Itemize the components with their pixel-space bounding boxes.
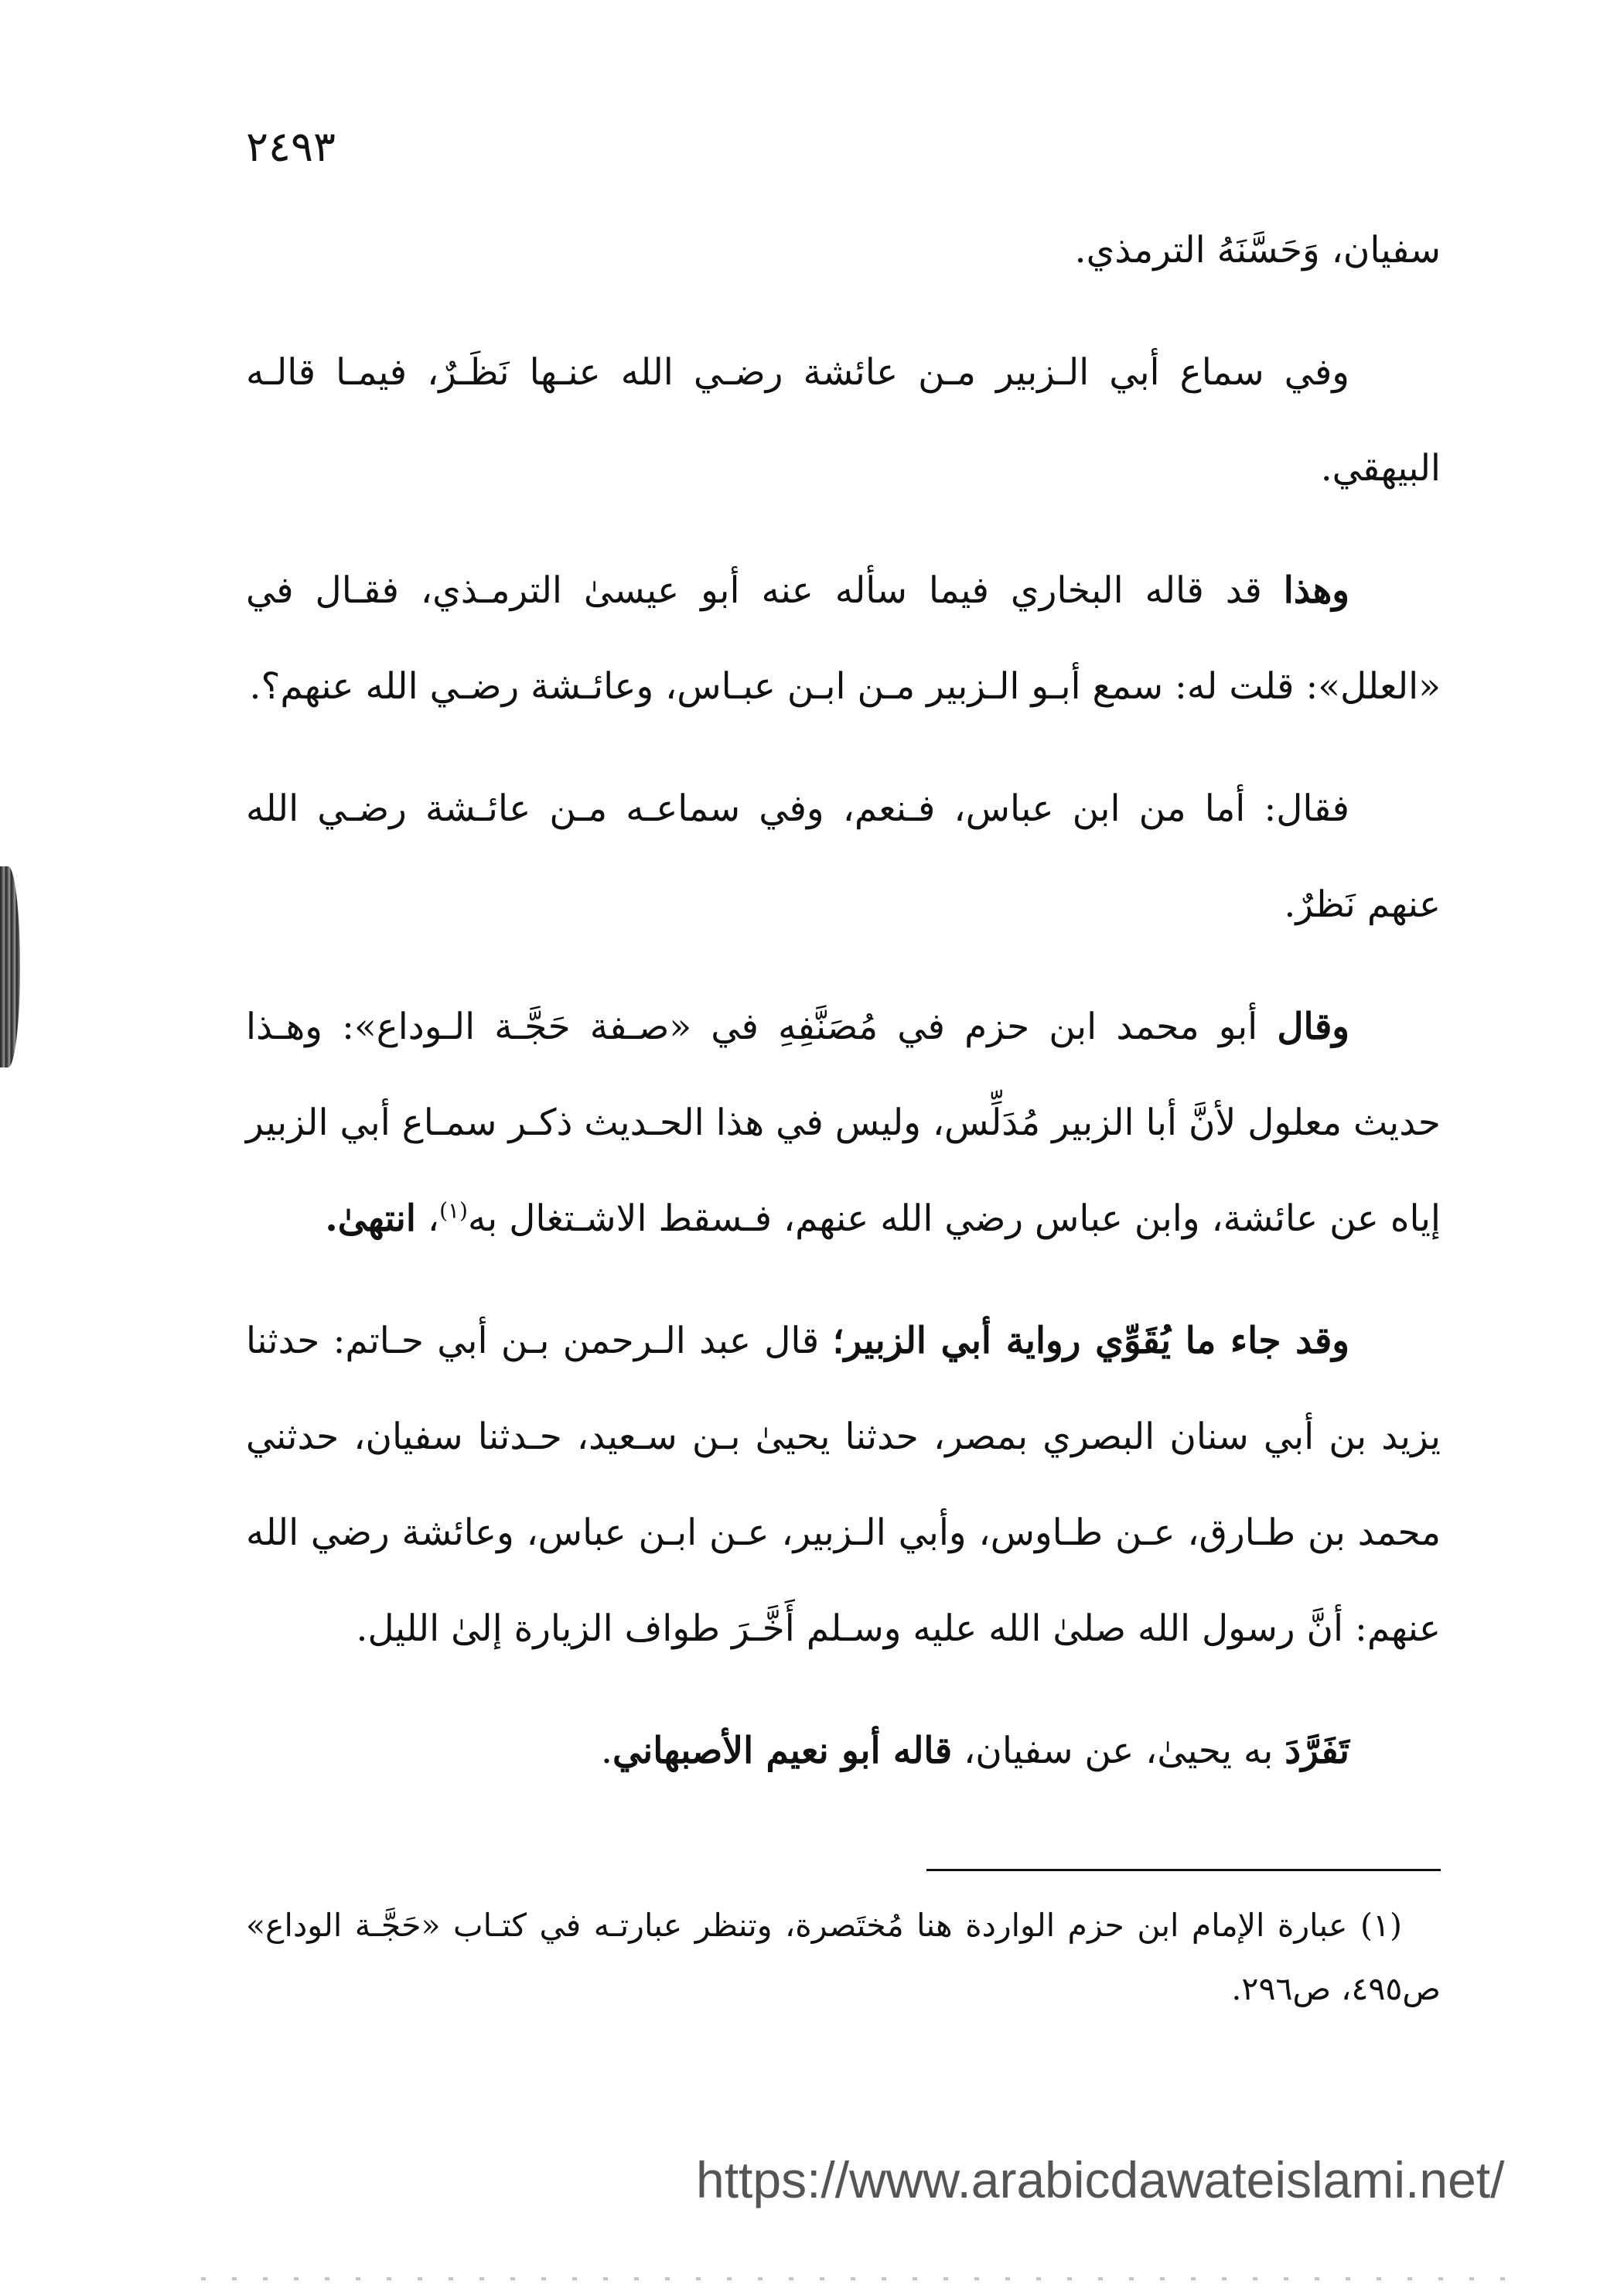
bold-text: قاله أبو نعيم الأصبهاني — [612, 1730, 953, 1772]
page-number: ٢٤٩٣ — [246, 122, 336, 171]
paragraph-text: قال عبد الـرحمن بـن أبي حـاتم: حدثنا يزيد بن أبي سنان البصري بمصر، حدثنا يحيىٰ بـن سـعيد، حـدثنا سفيان، حدثني محمد بن طـارق، عـن طـاوس، وأبي الـزبير، عـن ابـن عباس، وعائشة رضي الله عنهم: أنَّ رسول الله صلىٰ الله عليه وسـلم أَخَّـرَ طواف الزيارة إلىٰ الليل. — [246, 1320, 1441, 1650]
paragraph-text: قد قاله البخاري فيما سأله عنه أبو عيسىٰ الترمـذي، فقـال في «العلل»: قلت له: سمع أبـو الـزبير مـن ابـن عبـاس، وعائـشة رضـي الله عنهم؟. — [246, 569, 1441, 708]
footnote-separator — [926, 1869, 1441, 1871]
paragraph — [246, 543, 1441, 735]
paragraph — [246, 761, 1441, 953]
paragraph-text: فقال: أما من ابن عباس، فـنعم، وفي سماعـه مـن عائـشة رضـي الله عنهم نَظرٌ. — [246, 787, 1441, 926]
footnote: (١) عبارة الإمام ابن حزم الواردة هنا مُختَصرة، وتنظر عبارتـه في كتـاب «حَجَّـة الوداع» ص٤٩٥، ص٢٩٦. — [246, 1907, 1441, 2007]
paragraph — [246, 1703, 1441, 1799]
paragraph — [246, 1293, 1441, 1677]
watermark-url[interactable]: https://www.arabicdawateislami.net/ — [696, 2151, 1505, 2208]
footnotes — [246, 1894, 1441, 2020]
paragraph-text: أبو محمد ابن حزم في مُصَنَّفِهِ في «صـفة حَجَّـة الـوداع»: وهـذا حديث معلول لأنَّ أبا الزبير مُدَلِّس، وليس في هذا الحـديث ذكـر سمـاع أبي الزبير إياه عن عائشة، وابن عباس رضي الله عنهم، فـسقط الاشـتغال به — [246, 1006, 1441, 1240]
bold-text: وقد جاء ما يُقَوِّي رواية أبي الزبير؛ — [832, 1320, 1349, 1362]
main-text — [246, 203, 1441, 1826]
paragraph — [246, 203, 1441, 299]
bold-text: وقال — [1277, 1006, 1349, 1048]
paragraph — [246, 325, 1441, 517]
paragraph-text: . — [601, 1730, 612, 1772]
bold-text: تَفَرَّدَ — [1285, 1730, 1349, 1772]
page-edge-shadow — [0, 866, 20, 1067]
footnote-ref: (١) — [439, 1197, 468, 1224]
paragraph — [246, 979, 1441, 1267]
paragraph-text: وفي سماع أبي الـزبير مـن عائشة رضـي الله عنـها نَظَـرٌ، فيمـا قالـه البيهقي. — [246, 351, 1441, 490]
bold-text: وهذا — [1283, 569, 1349, 612]
scan-artifact — [201, 2277, 1516, 2280]
paragraph-text: ، — [415, 1197, 440, 1240]
paragraph-text: سفيان، وَحَسَّنَهُ الترمذي. — [1074, 229, 1441, 272]
bold-text: انتهىٰ. — [325, 1197, 416, 1240]
paragraph-text: به يحيىٰ، عن سفيان، — [952, 1730, 1285, 1772]
